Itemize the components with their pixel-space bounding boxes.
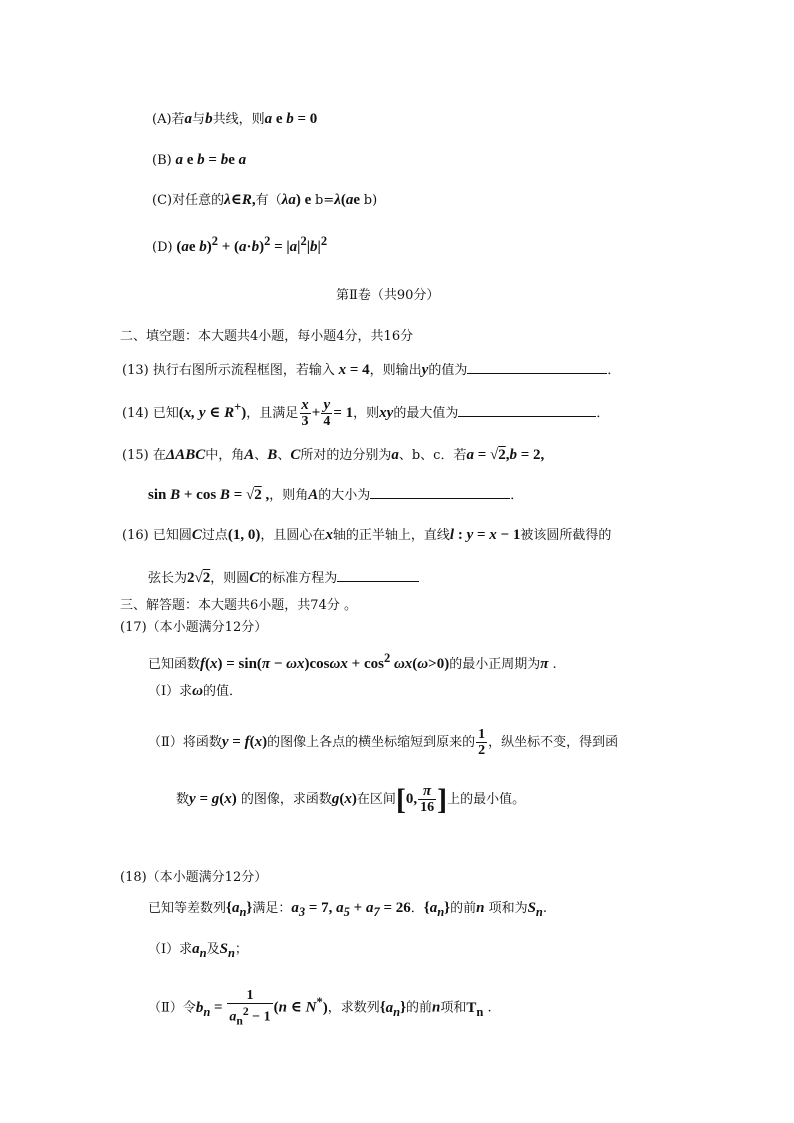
- math: $b_n$: [195, 999, 211, 1019]
- question-15: (15) 在ΔABC中，角A、B、C所对的边分别为a、b、c．若a = √2,b = 2,: [122, 447, 545, 463]
- math: g: [211, 791, 220, 807]
- answer-blank[interactable]: [370, 484, 510, 499]
- math: a: [345, 192, 354, 208]
- math: ∈: [287, 999, 306, 1016]
- math: a: [391, 447, 399, 463]
- math: a: [171, 152, 183, 168]
- math: = 26: [379, 900, 411, 916]
- answer-blank[interactable]: [337, 567, 419, 582]
- q17-part2-line2-suffix: 上的最小值。: [447, 792, 526, 807]
- math: }: [400, 999, 407, 1016]
- math: ωx: [329, 656, 348, 672]
- question-14: (14) 已知(x, y ∈ R+)，且满足 $\frac{x}{3}$ + $\frac{y}{4}$ = 1，则xy的最大值为 ．: [122, 397, 610, 429]
- math: (: [249, 734, 255, 750]
- math: x: [325, 527, 333, 543]
- math: $|^2|$: [297, 234, 311, 255]
- q17-part2-line2-mid2: 在区间: [356, 792, 396, 807]
- fraction: $\frac{y}{4}$: [323, 397, 331, 429]
- math: )cos: [304, 656, 330, 672]
- math: $|^2$: [317, 234, 328, 255]
- question-13: (13) 执行右图所示流程框图，若输入 x = 4，则输出y的值为 ．: [122, 359, 620, 380]
- q17-title: (17)（本小题满分12分）: [120, 620, 268, 635]
- option-c-mid2: b=: [314, 193, 335, 208]
- option-b: [152, 151, 246, 170]
- math: e: [188, 239, 200, 255]
- math: λa: [281, 192, 296, 208]
- math: (: [178, 405, 184, 421]
- math: $a_5$: [336, 900, 350, 919]
- math: ): [262, 734, 268, 750]
- math: x: [210, 656, 218, 672]
- math: $a_n$: [231, 900, 247, 919]
- q18-part2-prefix: （Ⅱ）令: [148, 1000, 196, 1016]
- math: = √2,: [473, 447, 510, 463]
- option-b-prefix: (B): [152, 153, 172, 168]
- math: π: [540, 656, 549, 672]
- q17-part1: [148, 682, 242, 701]
- q18-intro-mid2: 的前: [450, 901, 477, 916]
- option-a-mid1: 与: [192, 112, 206, 127]
- math: a: [466, 447, 474, 463]
- section-title: 第Ⅱ卷（共90分）: [336, 288, 440, 303]
- math: ΔABC: [165, 447, 206, 463]
- option-a-prefix: (A)若: [152, 112, 185, 127]
- math: :: [454, 527, 467, 543]
- math: A: [308, 487, 319, 503]
- math: ωx: [393, 656, 413, 672]
- interval-bracket: ]: [437, 782, 448, 816]
- math: B: [267, 447, 278, 463]
- q17-part2-prefix: （Ⅱ）将函数: [148, 735, 222, 750]
- math: ) = sin(: [217, 656, 262, 672]
- math: a: [239, 239, 247, 255]
- math: + cos: [180, 487, 220, 503]
- math: ,: [251, 192, 256, 208]
- q18-part1-label: （Ⅰ）求: [148, 942, 193, 957]
- q16-mid2: ，且圆心在: [260, 528, 326, 543]
- math: b: [251, 239, 260, 255]
- math: *): [316, 994, 328, 1016]
- math: = 0: [293, 111, 318, 127]
- q15-mid: 中，角: [205, 448, 245, 463]
- math: C: [249, 570, 260, 586]
- math: + $\cos^2$: [347, 651, 391, 672]
- math: x, y: [183, 405, 206, 421]
- math: }: [246, 900, 253, 916]
- math: a: [184, 111, 193, 127]
- q16-mid3: 轴的正半轴上，直线: [332, 528, 450, 543]
- math: = 7,: [305, 900, 337, 916]
- q15-line2-suffix: ，则角: [269, 488, 309, 503]
- math: =: [204, 152, 221, 168]
- math: x: [334, 362, 347, 378]
- q17-intro-suffix: 的最小正周期为: [449, 657, 541, 672]
- q17-part1-label: （Ⅰ）求: [148, 684, 193, 699]
- math: n: [278, 999, 287, 1016]
- math: a: [289, 239, 298, 255]
- math: (: [412, 656, 418, 672]
- q18-intro-mid: 满足：: [252, 901, 292, 916]
- math: )$^2$ = |: [259, 234, 290, 255]
- option-c-prefix: (C)对任意的: [152, 193, 225, 208]
- fraction: $\frac{1}{a_n^2 - 1}$: [229, 988, 271, 1028]
- interval-bracket: [: [395, 782, 406, 816]
- math: −: [270, 656, 287, 672]
- math: λ: [224, 192, 231, 208]
- math: N: [305, 999, 317, 1016]
- math: 2√2: [187, 570, 211, 586]
- q18-intro: 已知等差数列$\{a_n\}$满足：$a_3 = 7$, $a_5 + a_7 = 26$．$\{a_n\}$的前n 项和为$S_n$.: [148, 900, 548, 919]
- q18-intro-mid3: 项和为: [484, 901, 528, 916]
- q14-mid2: ，则: [353, 406, 380, 421]
- math: $a_n$: [429, 900, 445, 919]
- q18-part1-mid: 及: [206, 942, 220, 957]
- math: =: [210, 999, 227, 1016]
- math: (: [340, 192, 346, 208]
- q18-part2-suffix: 项和: [440, 1000, 467, 1016]
- math: (: [339, 791, 345, 807]
- math: )$^2$ + (: [206, 234, 240, 255]
- question-15-line2: sin B + cos B = √2 ,，则角A的大小为 ．: [148, 484, 523, 505]
- math: b: [310, 239, 318, 255]
- q15-mid2: 所对的边分别为: [300, 448, 392, 463]
- math: ): [351, 791, 357, 807]
- math: B: [219, 487, 230, 503]
- q17-part2-line2-mid: 的图像，求函数: [236, 792, 332, 807]
- math: a: [238, 152, 247, 168]
- math: e: [182, 152, 198, 168]
- q16-line2-suffix: 的标准方程为: [259, 571, 338, 586]
- math: x: [489, 527, 497, 543]
- math: f: [200, 656, 206, 672]
- math: =: [473, 527, 490, 543]
- option-a-mid2: 共线，则: [212, 112, 265, 127]
- q13-prefix: (13) 执行右图所示流程框图，若输入: [122, 363, 335, 378]
- math: $a_n$: [192, 941, 207, 960]
- math: $S_n$: [219, 941, 235, 960]
- question-16: [122, 526, 611, 545]
- fraction: $\frac{\pi}{16}$: [420, 783, 435, 815]
- q17-part2-line2-prefix: 数: [176, 792, 190, 807]
- math: (1, 0): [227, 527, 261, 543]
- math: ) e: [295, 192, 315, 208]
- math: xy: [379, 405, 394, 421]
- q17-part2: [148, 727, 618, 758]
- math: n: [476, 900, 485, 916]
- math: x: [344, 791, 352, 807]
- option-d-prefix: (D): [152, 240, 173, 255]
- math: sin: [148, 487, 171, 503]
- math: C: [290, 447, 301, 463]
- math: A: [244, 447, 255, 463]
- math: b: [205, 111, 213, 127]
- math: +): [234, 400, 247, 421]
- math: n: [432, 999, 441, 1016]
- q18-title: (18)（本小题满分12分）: [120, 870, 268, 885]
- math: = 1: [333, 405, 354, 421]
- question-16-line2: [148, 567, 419, 588]
- math: (: [172, 239, 182, 255]
- q15-line2-end: 的大小为: [318, 488, 371, 503]
- q14-mid: ，且满足: [246, 406, 299, 421]
- math: $S_n$: [527, 900, 543, 919]
- q17-part2-line2: [176, 784, 525, 815]
- math: ∈: [230, 192, 242, 208]
- q17-intro: 已知函数$f(x) = \sin(\pi - \omega x)\cos\omega x + \cos^2 \omega x(\omega>0)$的最小正周期为π .: [148, 651, 557, 672]
- q18-part2: （Ⅱ）令$b_n$ = $\frac{1}{a_n^2 - 1}$ (n ∈ N*)，求数列$\{a_n\}$的前n项和$T_n$ .: [148, 988, 492, 1028]
- math: }: [444, 900, 451, 916]
- q18-part1: （Ⅰ）求$a_n$及$S_n$；: [148, 941, 248, 960]
- math: {: [379, 999, 386, 1016]
- math: {: [423, 900, 430, 916]
- math: π: [261, 656, 271, 672]
- q15-prefix: (15) 在: [122, 448, 166, 463]
- q17-part1-suffix: 的值．: [203, 684, 243, 699]
- q16-prefix: (16) 已知圆: [122, 528, 192, 543]
- option-a: [152, 110, 317, 129]
- math: a: [181, 239, 189, 255]
- q18-part2-mid2: 的前: [406, 1000, 433, 1016]
- math: $a_3$: [291, 900, 306, 919]
- q16-line2-mid: ，则圆: [210, 571, 250, 586]
- math: b: [286, 111, 294, 127]
- math: $a_n$: [385, 999, 401, 1019]
- math: 0,: [405, 791, 418, 807]
- math: − 1: [496, 527, 521, 543]
- math: b: [509, 447, 517, 463]
- math: f: [244, 734, 250, 750]
- option-c-mid: 有（: [255, 193, 282, 208]
- q14-prefix: (14) 已知: [122, 406, 179, 421]
- math: ∈: [205, 405, 225, 421]
- fraction: $\frac{x}{3}$: [301, 397, 309, 429]
- math: $T_n$: [466, 999, 484, 1019]
- math: R: [241, 192, 252, 208]
- math: =: [228, 734, 245, 750]
- q13-mid: ，则输出: [369, 363, 422, 378]
- q15-mid3: 、b、c．若: [398, 448, 467, 463]
- q17-intro-prefix: 已知函数: [148, 657, 201, 672]
- math: = 2,: [517, 447, 545, 463]
- math: ·: [246, 239, 252, 255]
- math: g: [331, 791, 340, 807]
- q13-suffix: 的值为: [428, 363, 468, 378]
- math: a: [264, 111, 273, 127]
- math: b: [220, 152, 229, 168]
- math: (: [219, 791, 225, 807]
- math: b: [197, 152, 205, 168]
- math: B: [170, 487, 181, 503]
- math: ): [231, 791, 237, 807]
- math: y: [421, 362, 429, 378]
- option-d: [152, 232, 327, 257]
- math: ω: [417, 656, 429, 672]
- q18-part2-mid: ，求数列: [327, 1000, 380, 1016]
- math: (: [273, 999, 279, 1016]
- math: =: [195, 791, 212, 807]
- q16-line2-prefix: 弦长为: [148, 571, 188, 586]
- math: y: [221, 734, 229, 750]
- math: C: [191, 527, 202, 543]
- fill-header: 二、填空题：本大题共4小题，每小题4分，共16分: [120, 329, 414, 344]
- math: +: [349, 900, 366, 916]
- math: ω: [192, 683, 203, 699]
- math: e: [353, 192, 364, 208]
- q16-mid: 过点: [201, 528, 228, 543]
- math: x: [254, 734, 263, 750]
- answer-blank[interactable]: [467, 359, 607, 374]
- q17-part2-suffix: ，纵坐标不变，得到函: [488, 735, 619, 750]
- math: e: [272, 111, 287, 127]
- q17-part2-mid: 的图像上各点的横坐标缩短到原来的: [267, 735, 476, 750]
- option-c: (C)对任意的λ∈R,有（λa) e b=λ(ae b): [152, 192, 378, 208]
- math: +: [311, 405, 321, 421]
- math: {: [226, 900, 232, 916]
- math: $a_7$: [365, 900, 380, 919]
- fraction: $\frac{1}{2}$: [478, 727, 486, 758]
- math: y: [466, 527, 474, 543]
- q18-intro-prefix: 已知等差数列: [148, 901, 227, 916]
- math: x: [224, 791, 232, 807]
- math: λ: [334, 192, 341, 208]
- math: b: [199, 239, 207, 255]
- math: R: [224, 405, 235, 421]
- math: ωx: [286, 656, 305, 672]
- q14-suffix: 的最大值为: [393, 406, 459, 421]
- q16-mid4: 被该圆所截得的: [520, 528, 612, 543]
- solve-header: 三、解答题：本大题共6小题，共74分 。: [120, 598, 357, 613]
- answer-blank[interactable]: [458, 402, 596, 417]
- math: = 4: [346, 362, 370, 378]
- math: >0): [428, 656, 450, 672]
- math: y: [189, 791, 196, 807]
- math: l: [449, 527, 455, 543]
- math: (: [205, 656, 211, 672]
- math: = √2 ,: [229, 487, 270, 503]
- math: e: [228, 152, 239, 168]
